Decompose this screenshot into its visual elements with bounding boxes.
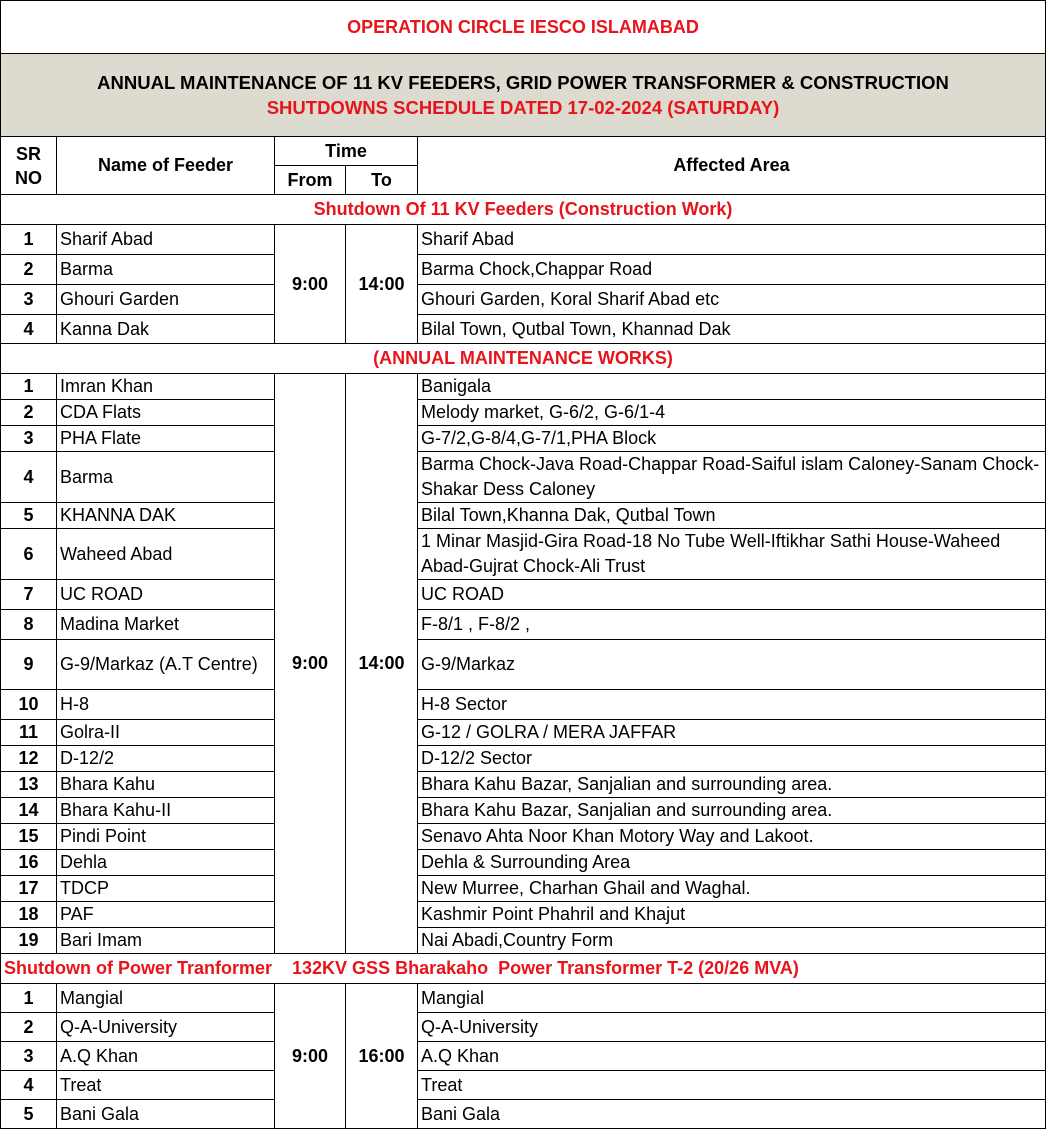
sr-no-cell: 1 [1,225,57,255]
sr-no-cell: 15 [1,824,57,850]
feeder-name-cell: Imran Khan [57,374,275,400]
feeder-name-cell: PAF [57,902,275,928]
sr-no-cell: 2 [1,1013,57,1042]
section3-title: Shutdown of Power Tranformer 132KV GSS Bharakaho Power Transformer T-2 (20/26 MVA) [1,954,1046,984]
subtitle-line1: ANNUAL MAINTENANCE OF 11 KV FEEDERS, GRID POWER TRANSFORMER & CONSTRUCTION [97,71,949,93]
sr-no-cell: 18 [1,902,57,928]
table-row [1,850,1046,876]
feeder-name-cell: H-8 [57,690,275,720]
affected-area-cell: Barma Chock-Java Road-Chappar Road-Saiful islam Caloney-Sanam Chock-Shakar Dess Caloney [418,452,1046,503]
sr-no-cell: 6 [1,529,57,580]
sr-no-cell: 7 [1,580,57,610]
table-row [1,984,1046,1013]
table-row [1,1071,1046,1100]
feeder-name-cell: KHANNA DAK [57,503,275,529]
table-row [1,1100,1046,1129]
sr-no-cell: 4 [1,315,57,344]
to-time-cell: 14:00 [346,225,418,344]
affected-area-cell: G-12 / GOLRA / MERA JAFFAR [418,720,1046,746]
header-time: Time [275,137,418,166]
feeder-name-cell: Bhara Kahu [57,772,275,798]
table-row [1,255,1046,285]
feeder-name-cell: Q-A-University [57,1013,275,1042]
affected-area-cell: Bani Gala [418,1100,1046,1129]
sr-no-cell: 3 [1,426,57,452]
from-time-cell: 9:00 [275,225,346,344]
table-row [1,426,1046,452]
affected-area-cell: Q-A-University [418,1013,1046,1042]
table-row [1,580,1046,610]
sheet-title: OPERATION CIRCLE IESCO ISLAMABAD [1,1,1046,54]
table-row [1,225,1046,255]
affected-area-cell: Banigala [418,374,1046,400]
feeder-name-cell: Bani Gala [57,1100,275,1129]
affected-area-cell: D-12/2 Sector [418,746,1046,772]
affected-area-cell: Bilal Town,Khanna Dak, Qutbal Town [418,503,1046,529]
subtitle-band [1,54,1046,137]
header-feeder: Name of Feeder [57,137,275,195]
sr-no-cell: 14 [1,798,57,824]
feeder-name-cell: Sharif Abad [57,225,275,255]
table-row [1,876,1046,902]
affected-area-cell: G-7/2,G-8/4,G-7/1,PHA Block [418,426,1046,452]
header-from: From [275,166,346,195]
sr-no-cell: 8 [1,610,57,640]
affected-area-cell: Bilal Town, Qutbal Town, Khannad Dak [418,315,1046,344]
header-area: Affected Area [418,137,1046,195]
affected-area-cell: New Murree, Charhan Ghail and Waghal. [418,876,1046,902]
feeder-name-cell: A.Q Khan [57,1042,275,1071]
feeder-name-cell: G-9/Markaz (A.T Centre) [57,640,275,690]
affected-area-cell: Mangial [418,984,1046,1013]
feeder-name-cell: Kanna Dak [57,315,275,344]
table-row [1,1013,1046,1042]
affected-area-cell: Treat [418,1071,1046,1100]
affected-area-cell: Dehla & Surrounding Area [418,850,1046,876]
table-row [1,902,1046,928]
sr-no-cell: 17 [1,876,57,902]
feeder-name-cell: CDA Flats [57,400,275,426]
sr-no-cell: 5 [1,1100,57,1129]
table-row [1,400,1046,426]
sr-no-cell: 13 [1,772,57,798]
feeder-name-cell: Mangial [57,984,275,1013]
table-row [1,285,1046,315]
affected-area-cell: Barma Chock,Chappar Road [418,255,1046,285]
feeder-name-cell: Treat [57,1071,275,1100]
affected-area-cell: Senavo Ahta Noor Khan Motory Way and Lakoot. [418,824,1046,850]
feeder-name-cell: Bhara Kahu-II [57,798,275,824]
sr-no-cell: 11 [1,720,57,746]
table-row [1,610,1046,640]
affected-area-cell: UC ROAD [418,580,1046,610]
sr-no-cell: 4 [1,452,57,503]
table-row [1,529,1046,580]
sr-no-cell: 3 [1,1042,57,1071]
header-sr [1,137,57,195]
table-row [1,928,1046,954]
table-row [1,452,1046,503]
sr-no-cell: 2 [1,255,57,285]
feeder-name-cell: PHA Flate [57,426,275,452]
affected-area-cell: Melody market, G-6/2, G-6/1-4 [418,400,1046,426]
feeder-name-cell: TDCP [57,876,275,902]
table-row [1,690,1046,720]
affected-area-cell: Bhara Kahu Bazar, Sanjalian and surrounding area. [418,798,1046,824]
table-row [1,374,1046,400]
feeder-name-cell: Ghouri Garden [57,285,275,315]
affected-area-cell: A.Q Khan [418,1042,1046,1071]
sr-no-cell: 9 [1,640,57,690]
section1-title: Shutdown Of 11 KV Feeders (Construction Work) [1,195,1046,225]
affected-area-cell: Bhara Kahu Bazar, Sanjalian and surrounding area. [418,772,1046,798]
affected-area-cell: Ghouri Garden, Koral Sharif Abad etc [418,285,1046,315]
header-to: To [346,166,418,195]
feeder-name-cell: D-12/2 [57,746,275,772]
table-row [1,640,1046,690]
sr-no-cell: 1 [1,984,57,1013]
table-row [1,798,1046,824]
header-sr-line2: NO [15,167,42,188]
from-time-cell: 9:00 [275,374,346,954]
feeder-name-cell: Barma [57,452,275,503]
section2-title: (ANNUAL MAINTENANCE WORKS) [1,344,1046,374]
sr-no-cell: 1 [1,374,57,400]
table-row [1,824,1046,850]
table-row [1,720,1046,746]
affected-area-cell: G-9/Markaz [418,640,1046,690]
sr-no-cell: 5 [1,503,57,529]
affected-area-cell: F-8/1 , F-8/2 , [418,610,1046,640]
sr-no-cell: 19 [1,928,57,954]
table-row [1,503,1046,529]
sr-no-cell: 4 [1,1071,57,1100]
sr-no-cell: 2 [1,400,57,426]
sr-no-cell: 16 [1,850,57,876]
table-row [1,772,1046,798]
affected-area-cell: Nai Abadi,Country Form [418,928,1046,954]
feeder-name-cell: Pindi Point [57,824,275,850]
table-row [1,1042,1046,1071]
table-row [1,746,1046,772]
subtitle-line2: SHUTDOWNS SCHEDULE DATED 17-02-2024 (SATURDAY) [266,96,780,118]
feeder-name-cell: Golra-II [57,720,275,746]
feeder-name-cell: Bari Imam [57,928,275,954]
feeder-name-cell: Waheed Abad [57,529,275,580]
header-sr-line1: SR [15,143,41,164]
to-time-cell: 16:00 [346,984,418,1129]
feeder-name-cell: Barma [57,255,275,285]
feeder-name-cell: UC ROAD [57,580,275,610]
affected-area-cell: Kashmir Point Phahril and Khajut [418,902,1046,928]
sr-no-cell: 10 [1,690,57,720]
to-time-cell: 14:00 [346,374,418,954]
affected-area-cell: Sharif Abad [418,225,1046,255]
table-row [1,315,1046,344]
from-time-cell: 9:00 [275,984,346,1129]
sr-no-cell: 3 [1,285,57,315]
affected-area-cell: H-8 Sector [418,690,1046,720]
sr-no-cell: 12 [1,746,57,772]
feeder-name-cell: Dehla [57,850,275,876]
feeder-name-cell: Madina Market [57,610,275,640]
affected-area-cell: 1 Minar Masjid-Gira Road-18 No Tube Well-Iftikhar Sathi House-Waheed Abad-Gujrat Chock-Ali Trust [418,529,1046,580]
